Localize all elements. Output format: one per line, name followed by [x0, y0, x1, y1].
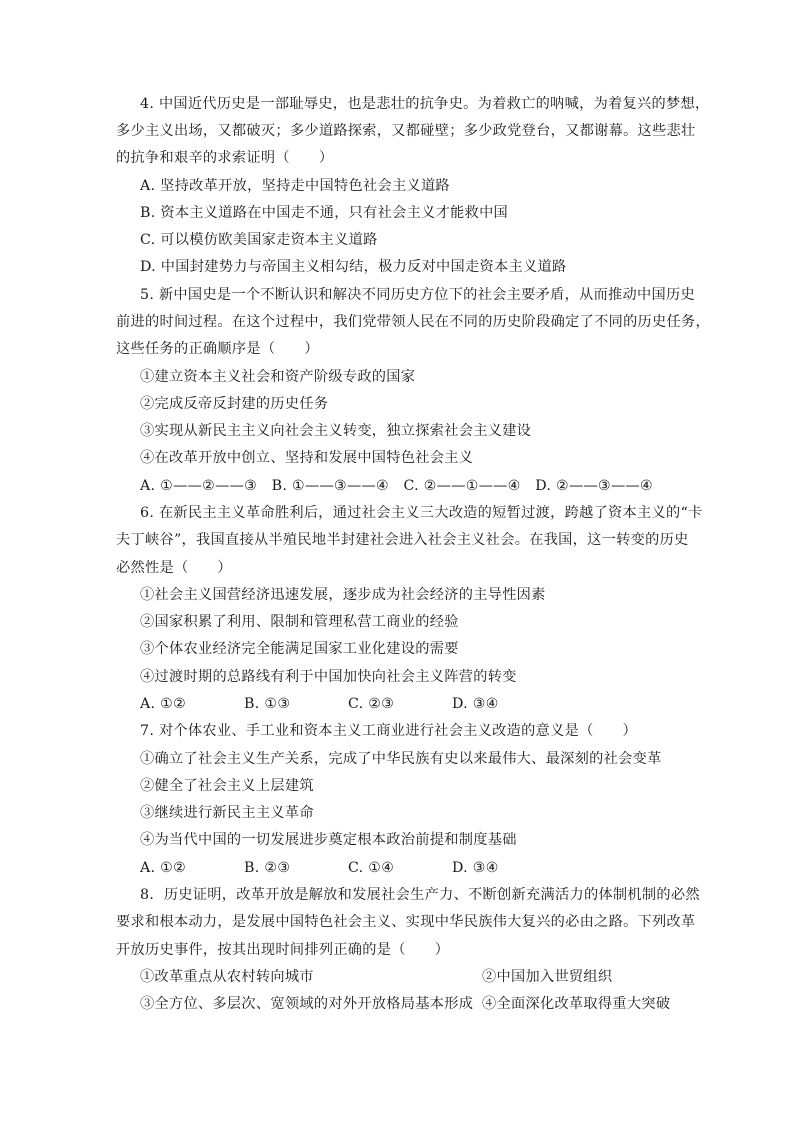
q4-stem-line-3: 的抗争和艰辛的求索证明（ ） [116, 150, 334, 166]
q8-item-3: ③全方位、多层次、宽领域的对外开放格局基本形成 [140, 996, 474, 1012]
q8-stem-line-3: 开放历史事件，按其出现时间排列正确的是（ ） [116, 942, 450, 958]
q7-item-4: ④为当代中国的一切发展进步奠定根本政治前提和制度基础 [140, 832, 517, 848]
q7-item-1: ①确立了社会主义生产关系，完成了中华民族有史以来最伟大、最深刻的社会变革 [140, 751, 662, 767]
q6-item-2: ②国家积累了利用、限制和管理私营工商业的经验 [140, 614, 459, 630]
q8-item-4: ④全面深化改革取得重大突破 [482, 996, 671, 1012]
q6-stem-line-3: 必然性是（ ） [116, 560, 232, 576]
q7-item-2: ②健全了社会主义上层建筑 [140, 778, 314, 794]
q7-answer-b: B. ②③ [244, 860, 291, 876]
q5-stem-line-3: 这些任务的正确顺序是（ ） [116, 341, 319, 357]
q6-answer-a: A. ①② [140, 696, 187, 712]
q5-item-4: ④在改革开放中创立、坚持和发展中国特色社会主义 [140, 450, 474, 466]
q5-answer-options: A. ①——②——③ B. ①——③——④ C. ②——①——④ D. ②——③——④ [140, 478, 654, 494]
q7-answer-a: A. ①② [140, 860, 187, 876]
q4-option-b: B. 资本主义道路在中国走不通，只有社会主义才能救中国 [140, 205, 509, 221]
q7-stem-line-1: 7. 对个体农业、手工业和资本主义工商业进行社会主义改造的意义是（ ） [140, 723, 638, 739]
q4-stem-line-2: 多少主义出场，又都破灭；多少道路探索，又都碰壁；多少政党登台，又都谢幕。这些悲壮 [116, 123, 696, 139]
q4-stem-line-1: 4. 中国近代历史是一部耻辱史，也是悲壮的抗争史。为着救亡的呐喊，为着复兴的梦想， [140, 96, 710, 112]
q4-option-a: A. 坚持改革开放，坚持走中国特色社会主义道路 [140, 178, 450, 194]
q7-answer-c: C. ①④ [348, 860, 395, 876]
q6-answer-c: C. ②③ [348, 696, 395, 712]
q7-answer-d: D. ③④ [452, 860, 499, 876]
q7-item-3: ③继续进行新民主主义革命 [140, 805, 314, 821]
q5-item-1: ①建立资本主义社会和资产阶级专政的国家 [140, 369, 416, 385]
q8-item-1: ①改革重点从农村转向城市 [140, 969, 314, 985]
q6-item-4: ④过渡时期的总路线有利于中国加快向社会主义阵营的转变 [140, 669, 517, 685]
q6-item-1: ①社会主义国营经济迅速发展，逐步成为社会经济的主导性因素 [140, 587, 546, 603]
q5-stem-line-2: 前进的时间过程。在这个过程中，我们党带领人民在不同的历史阶段确定了不同的历史任务， [116, 314, 710, 330]
q4-option-c: C. 可以模仿欧美国家走资本主义道路 [140, 232, 378, 248]
q8-stem-line-2: 要求和根本动力，是发展中国特色社会主义、实现中华民族伟大复兴的必由之路。下列改革 [116, 914, 696, 930]
q5-item-2: ②完成反帝反封建的历史任务 [140, 396, 329, 412]
q6-item-3: ③个体农业经济完全能满足国家工业化建设的需要 [140, 641, 459, 657]
q5-stem-line-1: 5. 新中国史是一个不断认识和解决不同历史方位下的社会主要矛盾，从而推动中国历史 [140, 287, 695, 303]
q6-stem-line-2: 夫丁峡谷”，我国直接从半殖民地半封建社会进入社会主义社会。在我国，这一转变的历史 [116, 532, 689, 548]
q6-stem-line-1: 6. 在新民主主义革命胜利后，通过社会主义三大改造的短暂过渡，跨越了资本主义的“卡 [140, 505, 703, 521]
q6-answer-b: B. ①③ [244, 696, 291, 712]
q6-answer-d: D. ③④ [452, 696, 499, 712]
q8-item-2: ②中国加入世贸组织 [482, 969, 613, 985]
q4-option-d: D. 中国封建势力与帝国主义相勾结，极力反对中国走资本主义道路 [140, 259, 567, 275]
q5-item-3: ③实现从新民主主义向社会主义转变，独立探索社会主义建设 [140, 423, 532, 439]
q8-stem-line-1: 8．历史证明，改革开放是解放和发展社会生产力、不断创新充满活力的体制机制的必然 [140, 887, 700, 903]
